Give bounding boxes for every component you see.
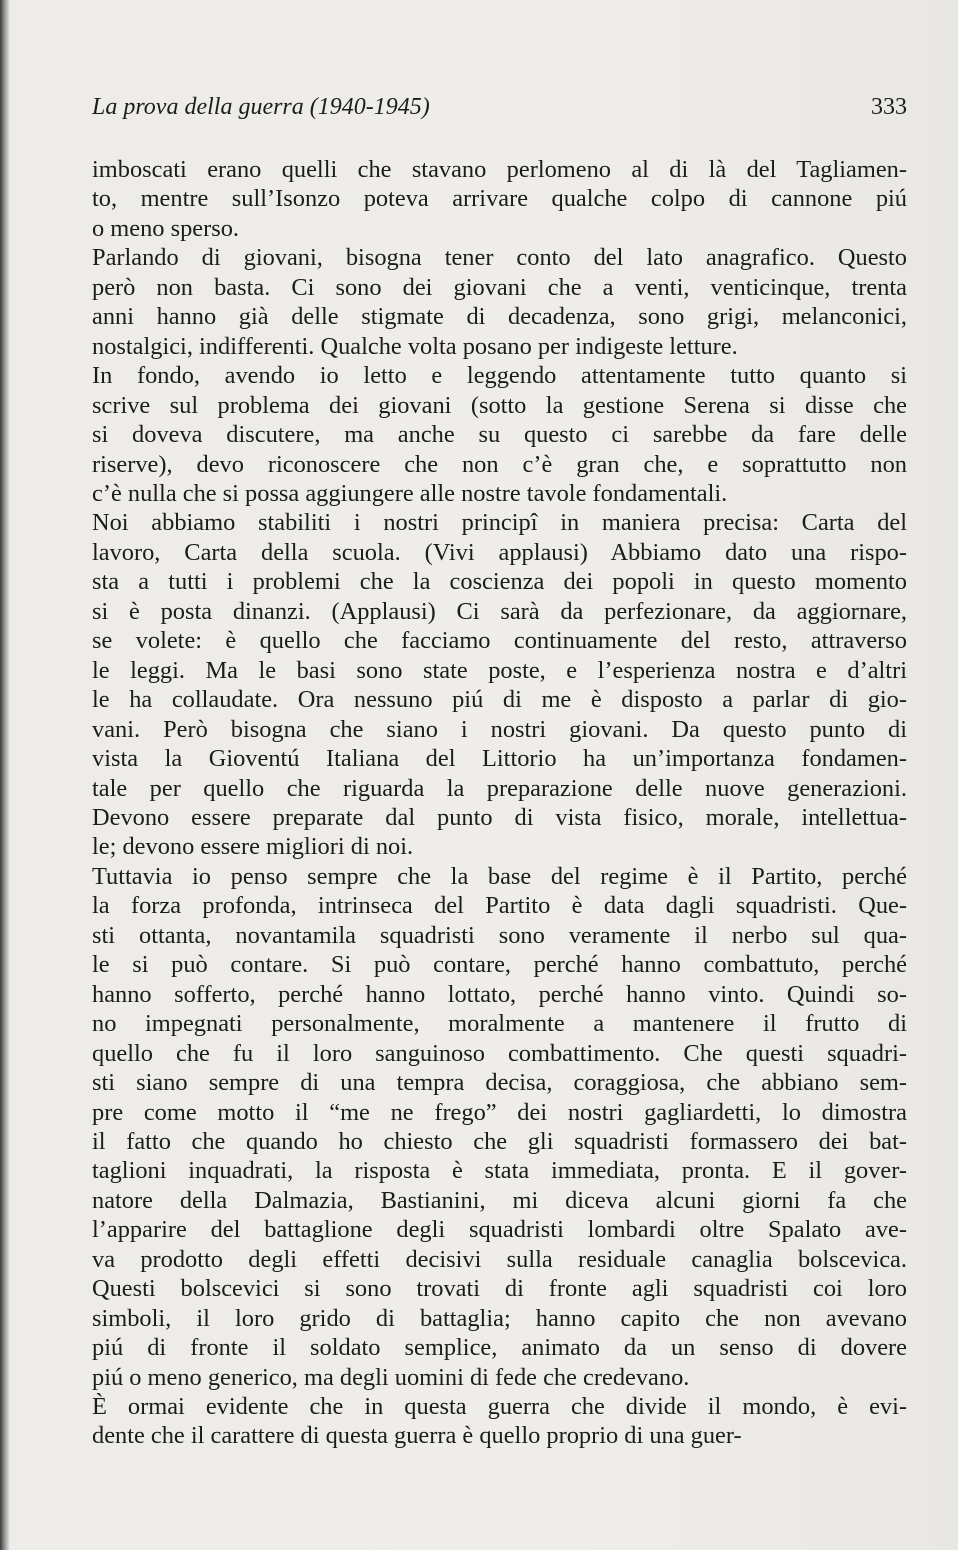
text-line: si è posta dinanzi. (Applausi) Ci sarà da perfezionare, da aggiornare, bbox=[92, 597, 907, 625]
paragraph bbox=[92, 155, 907, 243]
body-text bbox=[92, 155, 907, 1451]
text-line: le; devono essere migliori di noi. bbox=[92, 833, 414, 861]
text-line: piú o meno generico, ma degli uomini di fede che credevano. bbox=[92, 1363, 690, 1391]
text-line: sti siano sempre di una tempra decisa, coraggiosa, che abbiano sem- bbox=[92, 1069, 907, 1097]
text-line: anni hanno già delle stigmate di decadenza, sono grigi, melanconici, bbox=[92, 303, 907, 331]
text-line: hanno sofferto, perché hanno lottato, perché hanno vinto. Quindi so- bbox=[92, 980, 907, 1008]
text-line: lavoro, Carta della scuola. (Vivi applausi) Abbiamo dato una rispo- bbox=[92, 538, 907, 566]
running-head bbox=[92, 92, 907, 122]
text-line: il fatto che quando ho chiesto che gli squadristi formassero dei bat- bbox=[92, 1127, 907, 1155]
text-line: dente che il carattere di questa guerra è quello proprio di una guer- bbox=[92, 1422, 742, 1450]
text-line: to, mentre sull’Isonzo poteva arrivare qualche colpo di cannone piú bbox=[92, 185, 907, 213]
text-line: scrive sul problema dei giovani (sotto la gestione Serena si disse che bbox=[92, 391, 907, 419]
text-line: imboscati erano quelli che stavano perlomeno al di là del Tagliamen- bbox=[92, 156, 907, 183]
text-line: quello che fu il loro sanguinoso combattimento. Che questi squadri- bbox=[92, 1039, 907, 1067]
text-line: si doveva discutere, ma anche su questo ci sarebbe da fare delle bbox=[92, 421, 907, 449]
paragraph bbox=[92, 1392, 907, 1451]
text-line: simboli, il loro grido di battaglia; hanno capito che non avevano bbox=[92, 1304, 907, 1332]
text-line: l’apparire del battaglione degli squadristi lombardi oltre Spalato ave- bbox=[92, 1216, 907, 1244]
text-line: vista la Gioventú Italiana del Littorio ha un’importanza fondamen- bbox=[92, 745, 907, 773]
text-line: piú di fronte il soldato semplice, animato da un senso di dovere bbox=[92, 1334, 907, 1362]
text-line: no impegnati personalmente, moralmente a mantenere il frutto di bbox=[92, 1010, 907, 1038]
text-line: le ha collaudate. Ora nessuno piú di me è disposto a parlar di gio- bbox=[92, 686, 907, 714]
text-line: sta a tutti i problemi che la coscienza dei popoli in questo momento bbox=[92, 568, 907, 596]
text-line: le si può contare. Si può contare, perché hanno combattuto, perché bbox=[92, 951, 907, 979]
running-title: La prova della guerra (1940-1945) bbox=[92, 94, 430, 120]
text-line: tale per quello che riguarda la preparazione delle nuove generazioni. bbox=[92, 774, 907, 802]
text-line: natore della Dalmazia, Bastianini, mi diceva alcuni giorni fa che bbox=[92, 1186, 907, 1214]
text-line: È ormai evidente che in questa guerra che divide il mondo, è evi- bbox=[92, 1393, 907, 1421]
page-number: 333 bbox=[871, 94, 907, 120]
text-line: va prodotto degli effetti decisivi sulla residuale canaglia bolscevica. bbox=[92, 1245, 907, 1273]
text-line: se volete: è quello che facciamo continuamente del resto, attraverso bbox=[92, 627, 907, 655]
text-line: la forza profonda, intrinseca del Partito è data dagli squadristi. Que- bbox=[92, 892, 907, 920]
text-line: sti ottanta, novantamila squadristi sono veramente il nerbo sul qua- bbox=[92, 921, 907, 949]
text-line: pre come motto il “me ne frego” dei nostri gagliardetti, lo dimostra bbox=[92, 1098, 907, 1126]
text-line: però non basta. Ci sono dei giovani che a venti, venticinque, trenta bbox=[92, 273, 907, 301]
text-line: riserve), devo riconoscere che non c’è gran che, e soprattutto non bbox=[92, 450, 907, 478]
text-line: c’è nulla che si possa aggiungere alle nostre tavole fondamentali. bbox=[92, 479, 728, 507]
text-line: o meno sperso. bbox=[92, 214, 239, 242]
text-line: In fondo, avendo io letto e leggendo attentamente tutto quanto si bbox=[92, 362, 907, 390]
paragraph bbox=[92, 508, 907, 861]
text-line: Questi bolscevici si sono trovati di fronte agli squadristi coi loro bbox=[92, 1275, 907, 1303]
text-line: vani. Però bisogna che siano i nostri giovani. Da questo punto di bbox=[92, 715, 907, 743]
paragraph bbox=[92, 361, 907, 508]
text-line: Parlando di giovani, bisogna tener conto del lato anagrafico. Questo bbox=[92, 244, 907, 272]
text-line: le leggi. Ma le basi sono state poste, e l’esperienza nostra e d’altri bbox=[92, 656, 907, 684]
text-line: Noi abbiamo stabiliti i nostri principî in maniera precisa: Carta del bbox=[92, 509, 907, 537]
text-line: Devono essere preparate dal punto di vista fisico, morale, intellettua- bbox=[92, 803, 907, 831]
paragraph bbox=[92, 243, 907, 361]
text-line: taglioni inquadrati, la risposta è stata immediata, pronta. E il gover- bbox=[92, 1157, 907, 1185]
text-line: nostalgici, indifferenti. Qualche volta posano per indigeste letture. bbox=[92, 332, 738, 360]
paragraph bbox=[92, 862, 907, 1392]
text-line: Tuttavia io penso sempre che la base del regime è il Partito, perché bbox=[92, 862, 907, 890]
